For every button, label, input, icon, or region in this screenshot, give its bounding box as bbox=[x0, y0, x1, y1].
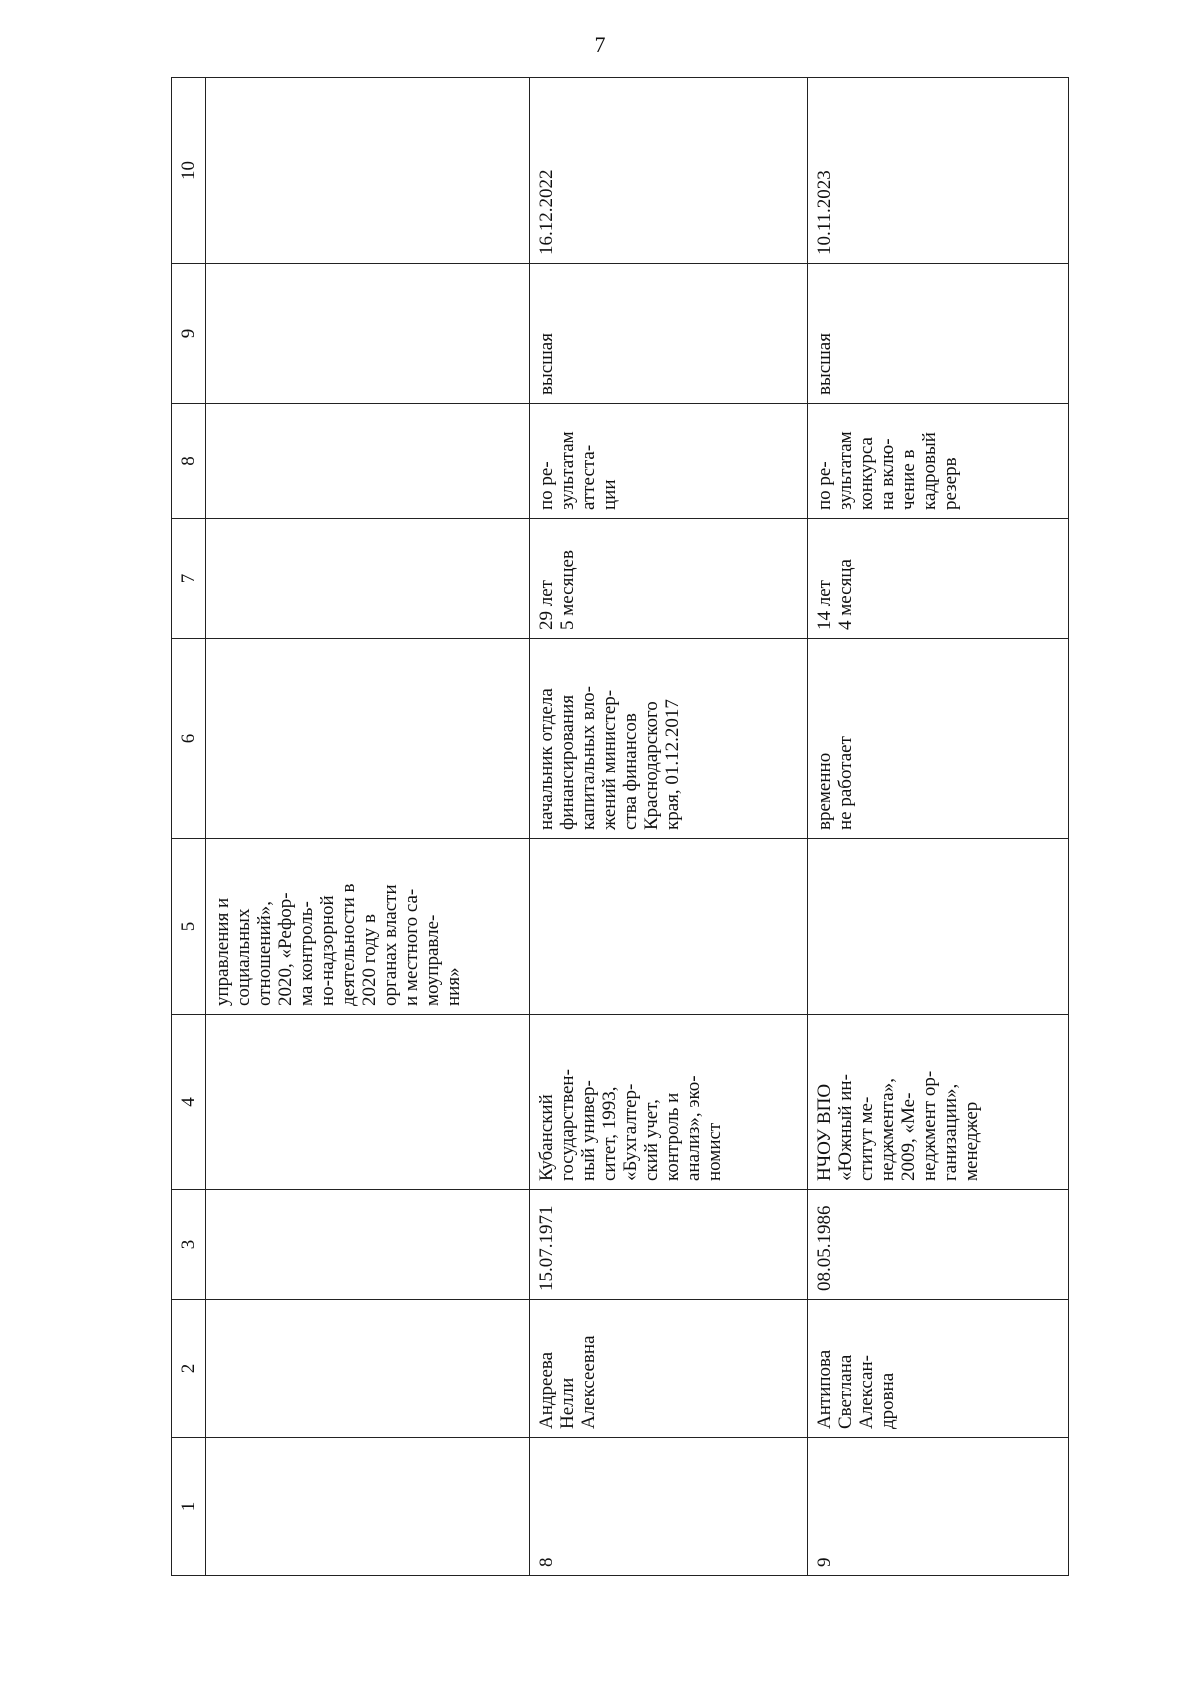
cell-number: 9 bbox=[808, 1438, 1069, 1576]
column-number: 1 bbox=[172, 1438, 206, 1576]
cell-number: 8 bbox=[530, 1438, 808, 1576]
column-number: 3 bbox=[172, 1190, 206, 1300]
cell-birth-date: 15.07.1971 bbox=[530, 1190, 808, 1300]
cell-additional-education bbox=[530, 839, 808, 1015]
cell-position: начальник отдела финансирования капитальных вло- жений министер- ства финансов Краснодарского края, 01.12.2017 bbox=[530, 639, 808, 839]
cell-position bbox=[206, 639, 530, 839]
cell-qualification bbox=[206, 264, 530, 404]
cell-name: Андреева Нелли Алексеевна bbox=[530, 1300, 808, 1438]
cell-position: временно не работает bbox=[808, 639, 1069, 839]
column-number: 2 bbox=[172, 1300, 206, 1438]
cell-additional-education: управления и социальных отношений», 2020, «Рефор- ма контроль- но-надзорной деятельности в 2020 году в органах власти и местного са- моуправле- ния» bbox=[206, 839, 530, 1015]
cell-experience bbox=[206, 519, 530, 639]
cell-experience: 29 лет 5 месяцев bbox=[530, 519, 808, 639]
cell-number bbox=[206, 1438, 530, 1576]
column-number: 6 bbox=[172, 639, 206, 839]
cell-name: Антипова Светлана Алексан- дровна bbox=[808, 1300, 1069, 1438]
personnel-table bbox=[171, 77, 1069, 1576]
cell-name bbox=[206, 1300, 530, 1438]
cell-qualification: высшая bbox=[530, 264, 808, 404]
cell-experience: 14 лет 4 месяца bbox=[808, 519, 1069, 639]
cell-education bbox=[206, 1015, 530, 1190]
column-number: 9 bbox=[172, 264, 206, 404]
column-number: 7 bbox=[172, 519, 206, 639]
table-row bbox=[808, 78, 1069, 1576]
cell-date bbox=[206, 78, 530, 264]
column-number: 8 bbox=[172, 404, 206, 519]
cell-date: 10.11.2023 bbox=[808, 78, 1069, 264]
cell-additional-education bbox=[808, 839, 1069, 1015]
column-number: 4 bbox=[172, 1015, 206, 1190]
cell-basis: по ре- зультатам конкурса на вклю- чение в кадровый резерв bbox=[808, 404, 1069, 519]
cell-education: Кубанский государствен- ный универ- ситет, 1993, «Бухгалтер- ский учет, контроль и анализ», эко- номист bbox=[530, 1015, 808, 1190]
rotated-table-container bbox=[171, 78, 1068, 1576]
column-number: 5 bbox=[172, 839, 206, 1015]
column-number: 10 bbox=[172, 78, 206, 264]
cell-qualification: высшая bbox=[808, 264, 1069, 404]
cell-birth-date bbox=[206, 1190, 530, 1300]
cell-education: НЧОУ ВПО «Южный ин- ститут ме- неджмента», 2009, «Ме- неджмент ор- ганизации», менеджер bbox=[808, 1015, 1069, 1190]
cell-date: 16.12.2022 bbox=[530, 78, 808, 264]
cell-basis bbox=[206, 404, 530, 519]
table-row bbox=[206, 78, 530, 1576]
cell-basis: по ре- зультатам аттеста- ции bbox=[530, 404, 808, 519]
page-number: 7 bbox=[594, 32, 606, 57]
table-row bbox=[530, 78, 808, 1576]
column-number-row bbox=[172, 78, 206, 1576]
cell-birth-date: 08.05.1986 bbox=[808, 1190, 1069, 1300]
